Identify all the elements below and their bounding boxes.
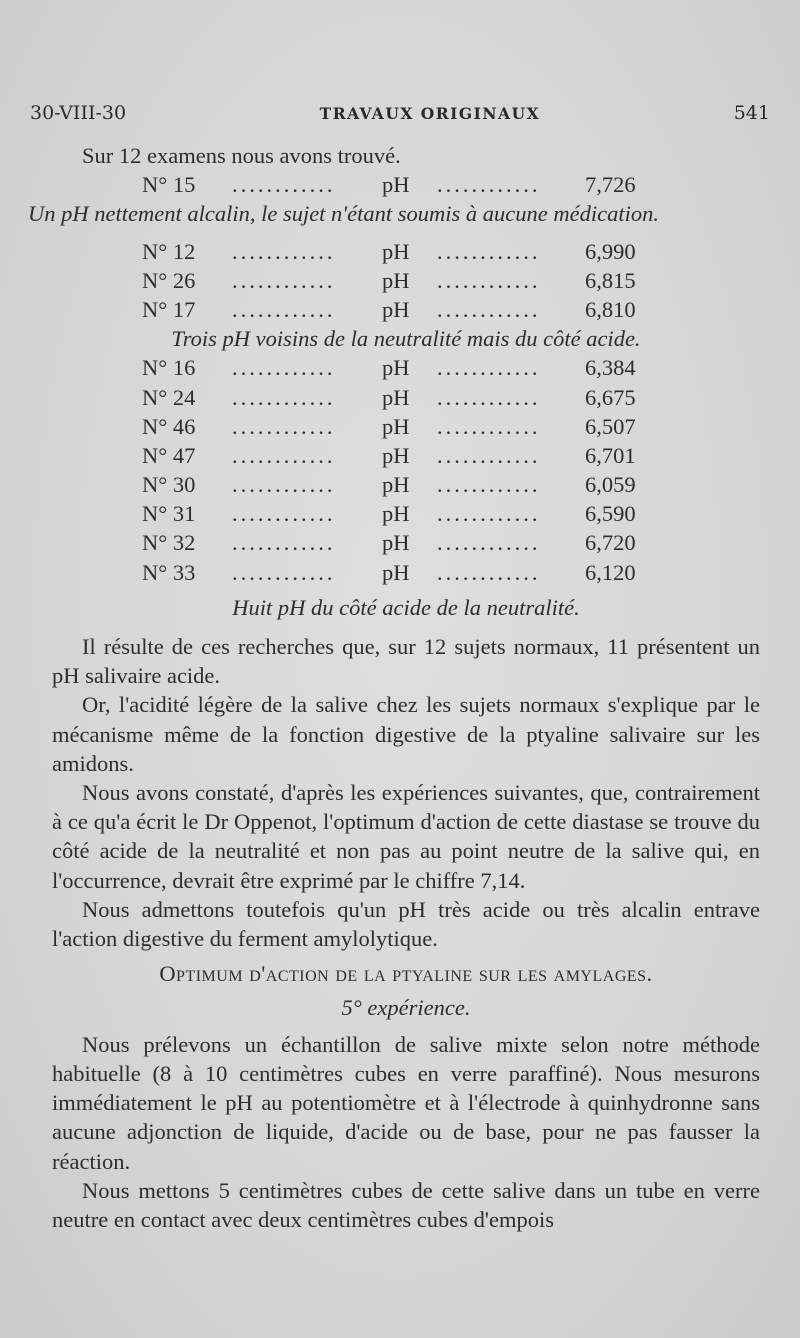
ph-row: [52, 441, 760, 470]
sample-number: N° 24: [142, 384, 196, 410]
ph-value: 6,507: [585, 413, 636, 439]
ph-row: [52, 383, 760, 412]
ph-value: 6,059: [585, 472, 636, 498]
leader-dots: ............: [437, 530, 541, 556]
leader-dots: ............: [232, 355, 336, 381]
ph-value: 6,384: [585, 355, 636, 381]
ph-label: pH: [382, 238, 410, 264]
leader-dots: ............: [232, 442, 336, 468]
caption-alkaline: Un pH nettement alcalin, le sujet n'étant soumis à aucune médication.: [28, 201, 659, 227]
ph-value: 6,120: [585, 559, 636, 585]
caption-near-neutral: Trois pH voisins de la neutralité mais du côté acide.: [171, 326, 641, 352]
ph-label: pH: [382, 296, 410, 322]
ph-value: 6,720: [585, 530, 636, 556]
leader-dots: ............: [437, 172, 541, 198]
ph-label: pH: [382, 172, 410, 198]
ph-label: pH: [382, 384, 410, 410]
leader-dots: ............: [437, 384, 541, 410]
sample-number: N° 30: [142, 472, 196, 498]
ph-row: [52, 266, 760, 295]
ph-label: pH: [382, 267, 410, 293]
ph-value: 6,675: [585, 384, 636, 410]
sample-number: N° 15: [142, 172, 196, 198]
experiment-heading: 5° expérience.: [341, 994, 471, 1020]
paragraph-2: Or, l'acidité légère de la salive chez les sujets normaux s'explique par le mécanisme même de la fonction digestive de la ptyaline salivaire sur les amidons.: [52, 692, 760, 776]
ph-label: pH: [382, 559, 410, 585]
paragraph-4: Nous admettons toutefois qu'un pH très acide ou très alcalin entrave l'action digestive du ferment amylolytique.: [52, 896, 760, 952]
leader-dots: ............: [232, 530, 336, 556]
ph-value: 6,590: [585, 501, 636, 527]
intro-line: Sur 12 examens nous avons trouvé.: [82, 143, 401, 168]
sample-number: N° 26: [142, 267, 196, 293]
leader-dots: ............: [437, 442, 541, 468]
running-header: [30, 102, 770, 124]
leader-dots: ............: [232, 267, 336, 293]
ph-row: [52, 558, 760, 587]
header-title: TRAVAUX ORIGINAUX: [319, 104, 541, 123]
leader-dots: ............: [437, 472, 541, 498]
ph-value: 6,990: [585, 238, 636, 264]
ph-label: pH: [382, 530, 410, 556]
sample-number: N° 47: [142, 442, 196, 468]
ph-row: [52, 237, 760, 266]
sample-number: N° 17: [142, 296, 196, 322]
leader-dots: ............: [232, 559, 336, 585]
leader-dots: ............: [437, 413, 541, 439]
section-title: Optimum d'action de la ptyaline sur les amylages.: [159, 961, 653, 987]
ph-value: 6,815: [585, 267, 636, 293]
leader-dots: ............: [232, 472, 336, 498]
ph-row: [52, 295, 760, 324]
ph-row: [52, 170, 760, 199]
leader-dots: ............: [232, 501, 336, 527]
leader-dots: ............: [437, 296, 541, 322]
leader-dots: ............: [232, 384, 336, 410]
ph-row: [52, 499, 760, 528]
leader-dots: ............: [232, 296, 336, 322]
ph-list-near-neutral: [52, 237, 760, 325]
leader-dots: ............: [437, 559, 541, 585]
sample-number: N° 46: [142, 413, 196, 439]
page-number: 541: [733, 102, 770, 124]
leader-dots: ............: [437, 501, 541, 527]
sample-number: N° 31: [142, 501, 196, 527]
paragraph-1: Il résulte de ces recherches que, sur 12 sujets normaux, 11 présentent un pH salivaire acide.: [52, 634, 760, 689]
ph-row: [52, 353, 760, 382]
ph-row: [52, 470, 760, 499]
leader-dots: ............: [437, 355, 541, 381]
paragraph-6: Nous mettons 5 centimètres cubes de cette salive dans un tube en verre neutre en contact avec deux centimètres cubes d'empois: [52, 1177, 760, 1232]
leader-dots: ............: [232, 238, 336, 264]
header-date: 30-VIII-30: [30, 102, 127, 124]
ph-label: pH: [382, 501, 410, 527]
ph-label: pH: [382, 442, 410, 468]
ph-value: 6,701: [585, 442, 636, 468]
paragraph-3: Nous avons constaté, d'après les expériences suivantes, que, contrairement à ce qu'a écrit le Dr Oppenot, l'optimum d'action de cette diastase se trouve du côté acide de la neutralité et non pas au point neutre de la salive qui, en l'occurrence, devrait être exprimé par le chiffre 7,14.: [52, 780, 760, 893]
sample-number: N° 33: [142, 559, 196, 585]
ph-value: 7,726: [585, 172, 636, 198]
ph-list-acid: [52, 353, 760, 587]
leader-dots: ............: [232, 413, 336, 439]
caption-acid: Huit pH du côté acide de la neutralité.: [232, 594, 580, 620]
ph-label: pH: [382, 413, 410, 439]
ph-label: pH: [382, 355, 410, 381]
ph-value: 6,810: [585, 296, 636, 322]
sample-number: N° 12: [142, 238, 196, 264]
ph-list-alkaline: [52, 170, 760, 199]
ph-row: [52, 412, 760, 441]
page-body: [28, 141, 760, 1234]
leader-dots: ............: [437, 238, 541, 264]
ph-label: pH: [382, 472, 410, 498]
paragraph-5: Nous prélevons un échantillon de salive mixte selon notre méthode habituelle (8 à 10 centimètres cubes en verre paraffiné). Nous mesurons immédiatement le pH au potentiomètre et à l'électrode à quinhydronne sans aucune adjonction de liquide, d'acide ou de base, pour ne pas fausser la réaction.: [52, 1031, 760, 1174]
ph-row: [52, 528, 760, 557]
leader-dots: ............: [232, 172, 336, 198]
sample-number: N° 32: [142, 530, 196, 556]
leader-dots: ............: [437, 267, 541, 293]
sample-number: N° 16: [142, 355, 196, 381]
